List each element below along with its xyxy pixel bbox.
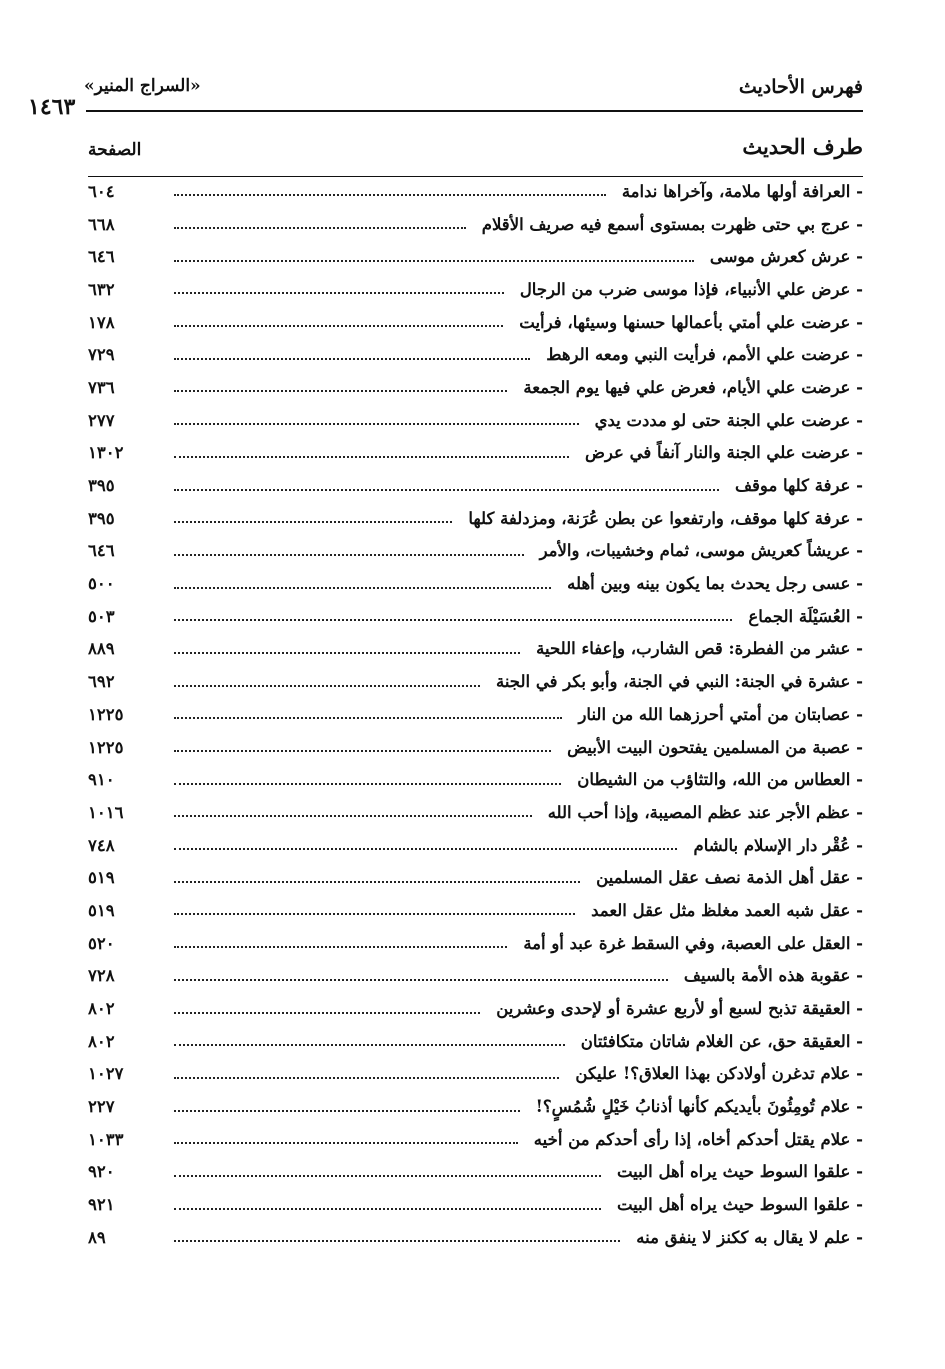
page-reference: ٦٤٦ xyxy=(88,247,115,267)
dot-leader xyxy=(174,979,668,981)
page-reference: ١٢٢٥ xyxy=(88,737,124,757)
page-reference: ١٠١٦ xyxy=(88,802,124,822)
hadith-incipit: - عشرة في الجنة: النبي في الجنة، وأبو بكر في الجنة xyxy=(495,672,863,692)
index-entry xyxy=(88,1221,863,1254)
page-reference: ٦٤٦ xyxy=(88,541,115,561)
index-entry xyxy=(88,306,863,339)
page-reference: ٩٢١ xyxy=(88,1195,115,1215)
book-title: «السراج المنير» xyxy=(84,76,201,96)
dot-leader xyxy=(174,260,694,262)
hadith-incipit: - عقل شبه العمد مغلظ مثل عقل العمد xyxy=(591,900,863,920)
page-reference: ٨٨٩ xyxy=(88,639,115,659)
page-reference: ١٧٨ xyxy=(88,312,115,332)
index-entry xyxy=(88,469,863,502)
hadith-incipit: - العقيقة تذبح لسبع أو لأربع عشرة أو لإحدى وعشرين xyxy=(496,999,863,1019)
hadith-incipit: - عسى رجل يحدث بما يكون بينه وبين أهله xyxy=(567,574,863,594)
hadith-incipit: - عصبة من المسلمين يفتحون البيت الأبيض xyxy=(567,737,863,757)
dot-leader xyxy=(174,423,579,425)
index-entry xyxy=(88,240,863,273)
dot-leader xyxy=(174,1175,601,1177)
header-rule xyxy=(86,110,863,112)
page-number: ١٤٦٣ xyxy=(28,94,76,120)
dot-leader xyxy=(174,848,677,850)
page-reference: ١٠٣٣ xyxy=(88,1129,124,1149)
page-reference: ٨٩ xyxy=(88,1227,106,1247)
index-entry xyxy=(88,763,863,796)
index-entry xyxy=(88,535,863,568)
page-reference: ٦٠٤ xyxy=(88,181,115,201)
index-entry xyxy=(88,567,863,600)
page-reference: ٦٣٢ xyxy=(88,279,115,299)
hadith-incipit: - عشر من الفطرة: قص الشارب، وإعفاء اللحية xyxy=(536,639,863,659)
page-reference: ٣٩٥ xyxy=(88,508,115,528)
dot-leader xyxy=(174,521,452,523)
dot-leader xyxy=(174,1110,520,1112)
index-entry xyxy=(88,731,863,764)
hadith-incipit: - عصابتان من أمتي أحرزهما الله من النار xyxy=(578,704,863,724)
page-reference: ٧٤٨ xyxy=(88,835,115,855)
page-reference: ٧٢٨ xyxy=(88,966,115,986)
index-entry xyxy=(88,1188,863,1221)
index-entry xyxy=(88,273,863,306)
running-header xyxy=(28,74,863,120)
page-reference: ١٢٢٥ xyxy=(88,704,124,724)
index-entry xyxy=(88,960,863,993)
page-reference: ٩١٠ xyxy=(88,770,115,790)
hadith-incipit: - عرفة كلها موقف، وارتفعوا عن بطن عُرَنة، ومزدلفة كلها xyxy=(468,508,863,528)
page-reference: ٢٢٧ xyxy=(88,1097,115,1117)
page-reference: ١٣٠٢ xyxy=(88,443,124,463)
dot-leader xyxy=(174,1208,601,1210)
index-entry xyxy=(88,371,863,404)
hadith-incipit: - علام يقتل أحدكم أخاه، إذا رأى أحدكم من أخيه xyxy=(533,1129,863,1149)
hadith-incipit: - علقوا السوط حيث يراه أهل البيت xyxy=(616,1195,863,1215)
index-entry xyxy=(88,796,863,829)
dot-leader xyxy=(174,946,507,948)
index-entry xyxy=(88,1025,863,1058)
hadith-incipit: - عرفة كلها موقف xyxy=(734,476,863,496)
page-reference: ٥١٩ xyxy=(88,900,115,920)
page-reference: ٧٢٩ xyxy=(88,345,115,365)
dot-leader xyxy=(174,456,569,458)
page-reference: ٦٦٨ xyxy=(88,214,115,234)
hadith-incipit: - العقل على العصبة، وفي السقط غرة عبد أو أمة xyxy=(523,933,863,953)
dot-leader xyxy=(174,685,480,687)
dot-leader xyxy=(174,881,580,883)
page-reference: ٢٧٧ xyxy=(88,410,115,430)
section-title: فهرس الأحاديث xyxy=(738,76,863,98)
hadith-incipit: - عقوبة هذه الأمة بالسيف xyxy=(683,966,863,986)
index-entry xyxy=(88,861,863,894)
hadith-incipit: - علم لا يقال به ككنز لا ينفق منه xyxy=(636,1227,863,1247)
index-entry xyxy=(88,1058,863,1091)
dot-leader xyxy=(174,227,466,229)
hadith-incipit: - عرضت علي الأيام، فعرض علي فيها يوم الجمعة xyxy=(523,377,863,397)
index-entry xyxy=(88,175,863,208)
page-reference: ٥٠٣ xyxy=(88,606,115,626)
index-entry xyxy=(88,665,863,698)
dot-leader xyxy=(174,1044,565,1046)
hadith-incipit: - العطاس من الله، والتثاؤب من الشيطان xyxy=(577,770,863,790)
hadith-incipit: - عظم الأجر عند عظم المصيبة، وإذا أحب الله xyxy=(547,802,863,822)
index-entry xyxy=(88,502,863,535)
hadith-incipit: - عُقْر دار الإسلام بالشام xyxy=(693,835,863,855)
hadith-incipit: - علام تدغرن أولادكن بهذا العلاق؟! عليكن xyxy=(575,1064,863,1084)
index-entry xyxy=(88,404,863,437)
hadith-column-header: طرف الحديث xyxy=(742,134,863,159)
hadith-incipit: - العُسَيْلَة الجماع xyxy=(748,606,863,626)
dot-leader xyxy=(174,815,532,817)
hadith-incipit: - عرضت علي الجنة حتى لو مددت يدي xyxy=(594,410,863,430)
dot-leader xyxy=(174,652,520,654)
hadith-incipit: - عرضت علي الجنة والنار آنفاً في عرض xyxy=(584,443,863,463)
hadith-incipit: - عرضت علي أمتي بأعمالها حسنها وسيئها، فرأيت xyxy=(519,312,863,332)
dot-leader xyxy=(174,292,504,294)
page-reference: ٨٠٢ xyxy=(88,999,115,1019)
dot-leader xyxy=(174,913,575,915)
hadith-incipit: - علام تُومِئُونَ بأيديكم كأنها أذنابُ خَيْلٍ شُمُسٍ؟! xyxy=(535,1097,863,1117)
dot-leader xyxy=(174,390,507,392)
page-reference: ٨٠٢ xyxy=(88,1031,115,1051)
index-entry xyxy=(88,437,863,470)
dot-leader xyxy=(174,1240,620,1242)
index-entry xyxy=(88,698,863,731)
hadith-incipit: - علقوا السوط حيث يراه أهل البيت xyxy=(616,1162,863,1182)
index-entry xyxy=(88,633,863,666)
column-headers xyxy=(88,134,863,178)
dot-leader xyxy=(174,750,551,752)
index-entry xyxy=(88,829,863,862)
index-entry xyxy=(88,1123,863,1156)
hadith-incipit: - عرض علي الأنبياء، فإذا موسى ضرب من الرجال xyxy=(519,279,863,299)
hadith-incipit: - عرج بي حتى ظهرت بمستوى أسمع فيه صريف الأقلام xyxy=(481,214,863,234)
dot-leader xyxy=(174,358,530,360)
dot-leader xyxy=(174,1142,518,1144)
index-entry xyxy=(88,338,863,371)
dot-leader xyxy=(174,717,562,719)
dot-leader xyxy=(174,1077,559,1079)
page-reference: ٦٩٢ xyxy=(88,672,115,692)
hadith-incipit: - العرافة أولها ملامة، وآخراها ندامة xyxy=(621,181,863,201)
page-reference: ٩٢٠ xyxy=(88,1162,115,1182)
index-entry xyxy=(88,894,863,927)
dot-leader xyxy=(174,619,732,621)
dot-leader xyxy=(174,194,606,196)
page-column-header: الصفحة xyxy=(88,140,142,160)
hadith-incipit: - عرضت علي الأمم، فرأيت النبي ومعه الرهط xyxy=(546,345,863,365)
dot-leader xyxy=(174,554,524,556)
page-reference: ٥٢٠ xyxy=(88,933,115,953)
hadith-incipit: - عقل أهل الذمة نصف عقل المسلمين xyxy=(596,868,863,888)
index-entry xyxy=(88,992,863,1025)
page-reference: ٧٣٦ xyxy=(88,377,115,397)
index-entry xyxy=(88,208,863,241)
dot-leader xyxy=(174,587,551,589)
index-entry xyxy=(88,600,863,633)
hadith-incipit: - عرش كعرش موسى xyxy=(709,247,863,267)
hadith-index-list xyxy=(88,175,863,1254)
index-entry xyxy=(88,927,863,960)
page-reference: ٣٩٥ xyxy=(88,476,115,496)
page-reference: ١٠٢٧ xyxy=(88,1064,124,1084)
dot-leader xyxy=(174,489,719,491)
dot-leader xyxy=(174,1012,480,1014)
index-entry xyxy=(88,1090,863,1123)
page-reference: ٥٠٠ xyxy=(88,574,115,594)
hadith-incipit: - العقيقة حق، عن الغلام شاتان متكافئتان xyxy=(580,1031,863,1051)
page-reference: ٥١٩ xyxy=(88,868,115,888)
index-entry xyxy=(88,1156,863,1189)
dot-leader xyxy=(174,783,561,785)
hadith-incipit: - عريشاً كعريش موسى، ثمام وخشيبات، والأمر xyxy=(539,541,863,561)
dot-leader xyxy=(174,325,503,327)
